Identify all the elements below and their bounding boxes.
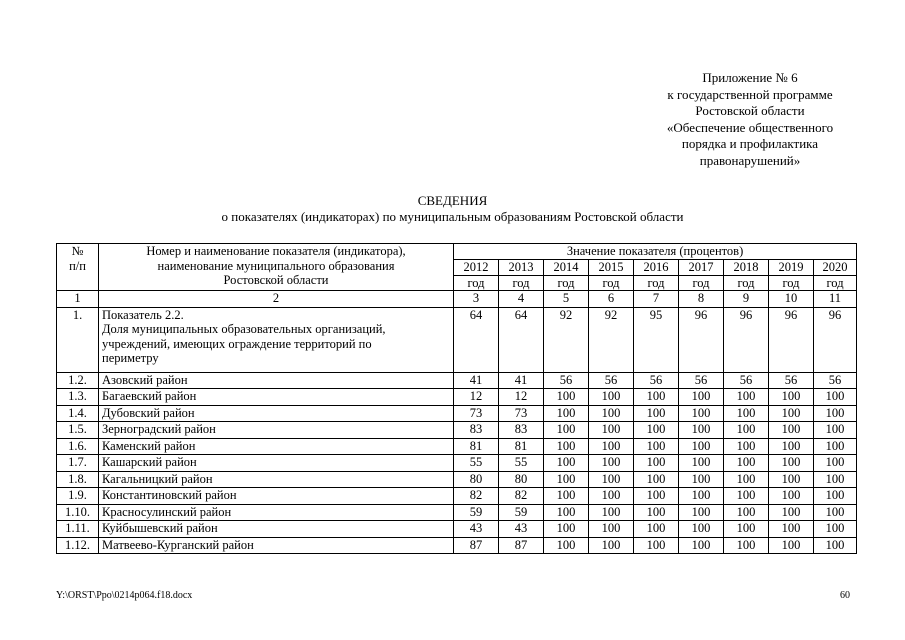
appendix-line: правонарушений» bbox=[699, 152, 801, 168]
indicator-name-line: Показатель 2.2. bbox=[102, 307, 184, 322]
row-number: 1.7. bbox=[57, 455, 99, 472]
year-header-cell bbox=[454, 260, 499, 291]
district-name: Кашарский район bbox=[99, 455, 454, 472]
year-suffix: год bbox=[647, 275, 665, 290]
value-cell: 100 bbox=[544, 504, 589, 521]
value-cell: 100 bbox=[544, 389, 589, 406]
value-cell: 83 bbox=[499, 422, 544, 439]
value-cell: 56 bbox=[814, 372, 857, 389]
column-index-cell: 11 bbox=[814, 291, 857, 308]
value-cell: 100 bbox=[724, 389, 769, 406]
row-number: 1.11. bbox=[57, 521, 99, 538]
value-cell: 100 bbox=[634, 422, 679, 439]
year-header-cell bbox=[724, 260, 769, 291]
value-cell: 100 bbox=[814, 504, 857, 521]
value-cell: 100 bbox=[544, 405, 589, 422]
value-cell: 100 bbox=[544, 455, 589, 472]
value-cell: 55 bbox=[499, 455, 544, 472]
num-header-line: № bbox=[71, 244, 84, 258]
table-row bbox=[57, 488, 857, 505]
value-cell: 100 bbox=[724, 504, 769, 521]
document-subtitle: о показателях (индикаторах) по муниципальным образованиям Ростовской области bbox=[221, 209, 684, 224]
year-suffix: год bbox=[557, 275, 575, 290]
appendix-line: Приложение № 6 bbox=[702, 70, 798, 85]
value-cell: 100 bbox=[634, 504, 679, 521]
district-name: Кагальницкий район bbox=[99, 471, 454, 488]
column-index-cell: 1 bbox=[57, 291, 99, 308]
indicators-table bbox=[56, 243, 857, 554]
value-cell: 96 bbox=[814, 307, 857, 372]
row-number: 1.10. bbox=[57, 504, 99, 521]
value-cell: 83 bbox=[454, 422, 499, 439]
year-label: 2019 bbox=[769, 260, 813, 276]
name-header-line: Номер и наименование показателя (индикатора), bbox=[146, 244, 406, 258]
year-header-cell bbox=[634, 260, 679, 291]
column-index-cell: 9 bbox=[724, 291, 769, 308]
value-cell: 100 bbox=[814, 537, 857, 554]
value-cell: 100 bbox=[679, 521, 724, 538]
values-column-header: Значение показателя (процентов) bbox=[454, 244, 857, 260]
footer-page-number: 60 bbox=[840, 590, 850, 601]
value-cell: 100 bbox=[769, 438, 814, 455]
district-name: Матвеево-Курганский район bbox=[99, 537, 454, 554]
value-cell: 100 bbox=[634, 455, 679, 472]
value-cell: 12 bbox=[454, 389, 499, 406]
value-cell: 92 bbox=[589, 307, 634, 372]
num-header-line: п/п bbox=[69, 258, 86, 273]
year-label: 2020 bbox=[814, 260, 856, 276]
value-cell: 43 bbox=[499, 521, 544, 538]
year-label: 2015 bbox=[589, 260, 633, 276]
table-row bbox=[57, 537, 857, 554]
value-cell: 64 bbox=[454, 307, 499, 372]
value-cell: 41 bbox=[454, 372, 499, 389]
value-cell: 100 bbox=[589, 488, 634, 505]
value-cell: 100 bbox=[724, 455, 769, 472]
year-header-cell bbox=[589, 260, 634, 291]
value-cell: 100 bbox=[544, 471, 589, 488]
value-cell: 100 bbox=[544, 438, 589, 455]
value-cell: 87 bbox=[454, 537, 499, 554]
table-row bbox=[57, 471, 857, 488]
table-row bbox=[57, 372, 857, 389]
value-cell: 81 bbox=[454, 438, 499, 455]
value-cell: 100 bbox=[724, 438, 769, 455]
value-cell: 56 bbox=[634, 372, 679, 389]
column-index-cell: 8 bbox=[679, 291, 724, 308]
value-cell: 100 bbox=[679, 405, 724, 422]
value-cell: 87 bbox=[499, 537, 544, 554]
indicator-name-line: Доля муниципальных образовательных организаций, bbox=[102, 322, 386, 336]
table-row bbox=[57, 389, 857, 406]
value-cell: 100 bbox=[769, 521, 814, 538]
num-column-header bbox=[57, 244, 99, 291]
value-cell: 100 bbox=[679, 537, 724, 554]
indicator-row bbox=[57, 307, 857, 372]
value-cell: 100 bbox=[769, 422, 814, 439]
value-cell: 100 bbox=[769, 504, 814, 521]
value-cell: 100 bbox=[589, 521, 634, 538]
value-cell: 100 bbox=[814, 405, 857, 422]
value-cell: 100 bbox=[814, 488, 857, 505]
value-cell: 100 bbox=[634, 537, 679, 554]
year-header-cell bbox=[679, 260, 724, 291]
value-cell: 100 bbox=[634, 438, 679, 455]
value-cell: 59 bbox=[499, 504, 544, 521]
column-index-cell: 2 bbox=[99, 291, 454, 308]
value-cell: 100 bbox=[544, 521, 589, 538]
value-cell: 100 bbox=[724, 471, 769, 488]
value-cell: 92 bbox=[544, 307, 589, 372]
value-cell: 100 bbox=[589, 471, 634, 488]
row-number: 1.6. bbox=[57, 438, 99, 455]
appendix-line: Ростовской области bbox=[695, 103, 805, 118]
name-header-line: Ростовской области bbox=[223, 273, 329, 287]
value-cell: 43 bbox=[454, 521, 499, 538]
value-cell: 56 bbox=[544, 372, 589, 389]
value-cell: 100 bbox=[769, 488, 814, 505]
value-cell: 100 bbox=[679, 488, 724, 505]
value-cell: 12 bbox=[499, 389, 544, 406]
row-number: 1.9. bbox=[57, 488, 99, 505]
value-cell: 73 bbox=[499, 405, 544, 422]
table-row bbox=[57, 438, 857, 455]
value-cell: 81 bbox=[499, 438, 544, 455]
value-cell: 100 bbox=[724, 405, 769, 422]
year-suffix: год bbox=[737, 275, 755, 290]
value-cell: 100 bbox=[724, 422, 769, 439]
value-cell: 100 bbox=[589, 405, 634, 422]
value-cell: 82 bbox=[499, 488, 544, 505]
year-header-cell bbox=[499, 260, 544, 291]
appendix-line: к государственной программе bbox=[667, 86, 833, 102]
year-suffix: год bbox=[602, 275, 620, 290]
value-cell: 100 bbox=[589, 455, 634, 472]
value-cell: 100 bbox=[679, 422, 724, 439]
appendix-line: «Обеспечение общественного bbox=[666, 119, 834, 135]
value-cell: 96 bbox=[679, 307, 724, 372]
appendix-line: порядка и профилактика bbox=[681, 136, 819, 151]
value-cell: 100 bbox=[679, 504, 724, 521]
table-row bbox=[57, 504, 857, 521]
year-header-cell bbox=[544, 260, 589, 291]
name-column-header bbox=[99, 244, 454, 291]
year-label: 2012 bbox=[454, 260, 498, 276]
value-cell: 100 bbox=[814, 422, 857, 439]
year-suffix: год bbox=[826, 275, 844, 290]
district-name: Куйбышевский район bbox=[99, 521, 454, 538]
indicator-name bbox=[99, 307, 454, 372]
district-name: Каменский район bbox=[99, 438, 454, 455]
row-number: 1.4. bbox=[57, 405, 99, 422]
value-cell: 56 bbox=[679, 372, 724, 389]
district-name: Красносулинский район bbox=[99, 504, 454, 521]
appendix-block bbox=[600, 70, 900, 169]
row-number: 1.3. bbox=[57, 389, 99, 406]
name-header-line: наименование муниципального образования bbox=[157, 258, 395, 273]
value-cell: 56 bbox=[724, 372, 769, 389]
column-index-cell: 6 bbox=[589, 291, 634, 308]
table-header-row bbox=[57, 244, 857, 260]
value-cell: 100 bbox=[769, 405, 814, 422]
value-cell: 100 bbox=[814, 471, 857, 488]
value-cell: 56 bbox=[589, 372, 634, 389]
column-index-cell: 7 bbox=[634, 291, 679, 308]
value-cell: 100 bbox=[589, 438, 634, 455]
table-row bbox=[57, 521, 857, 538]
document-title: СВЕДЕНИЯ bbox=[417, 193, 488, 208]
value-cell: 100 bbox=[814, 455, 857, 472]
value-cell: 100 bbox=[724, 537, 769, 554]
year-suffix: год bbox=[692, 275, 710, 290]
value-cell: 100 bbox=[634, 471, 679, 488]
column-index-row bbox=[57, 291, 857, 308]
value-cell: 100 bbox=[634, 521, 679, 538]
value-cell: 100 bbox=[814, 389, 857, 406]
value-cell: 100 bbox=[769, 455, 814, 472]
value-cell: 100 bbox=[634, 405, 679, 422]
value-cell: 95 bbox=[634, 307, 679, 372]
table-row bbox=[57, 422, 857, 439]
value-cell: 100 bbox=[679, 455, 724, 472]
indicator-name-line: периметру bbox=[102, 351, 159, 365]
value-cell: 100 bbox=[544, 422, 589, 439]
year-suffix: год bbox=[512, 275, 530, 290]
value-cell: 96 bbox=[724, 307, 769, 372]
indicator-name-line: учреждений, имеющих ограждение территорий по bbox=[102, 336, 372, 351]
row-number: 1.5. bbox=[57, 422, 99, 439]
value-cell: 100 bbox=[544, 488, 589, 505]
value-cell: 100 bbox=[634, 488, 679, 505]
row-number: 1.8. bbox=[57, 471, 99, 488]
year-label: 2017 bbox=[679, 260, 723, 276]
table-row bbox=[57, 455, 857, 472]
year-header-cell bbox=[814, 260, 857, 291]
year-label: 2014 bbox=[544, 260, 588, 276]
row-number: 1. bbox=[57, 307, 99, 372]
column-index-cell: 5 bbox=[544, 291, 589, 308]
table-row bbox=[57, 405, 857, 422]
year-label: 2018 bbox=[724, 260, 768, 276]
value-cell: 100 bbox=[679, 389, 724, 406]
value-cell: 96 bbox=[769, 307, 814, 372]
value-cell: 64 bbox=[499, 307, 544, 372]
value-cell: 100 bbox=[544, 537, 589, 554]
value-cell: 82 bbox=[454, 488, 499, 505]
value-cell: 80 bbox=[454, 471, 499, 488]
row-number: 1.2. bbox=[57, 372, 99, 389]
value-cell: 100 bbox=[634, 389, 679, 406]
district-name: Зерноградский район bbox=[99, 422, 454, 439]
year-suffix: год bbox=[467, 275, 485, 290]
column-index-cell: 3 bbox=[454, 291, 499, 308]
value-cell: 59 bbox=[454, 504, 499, 521]
value-cell: 100 bbox=[814, 438, 857, 455]
value-cell: 100 bbox=[679, 471, 724, 488]
column-index-cell: 4 bbox=[499, 291, 544, 308]
column-index-cell: 10 bbox=[769, 291, 814, 308]
year-label: 2013 bbox=[499, 260, 543, 276]
district-name: Багаевский район bbox=[99, 389, 454, 406]
value-cell: 41 bbox=[499, 372, 544, 389]
year-label: 2016 bbox=[634, 260, 678, 276]
year-header-cell bbox=[769, 260, 814, 291]
value-cell: 100 bbox=[724, 488, 769, 505]
value-cell: 100 bbox=[589, 389, 634, 406]
value-cell: 100 bbox=[814, 521, 857, 538]
footer-file-path: Y:\ORST\Ppo\0214p064.f18.docx bbox=[56, 590, 193, 601]
value-cell: 80 bbox=[499, 471, 544, 488]
row-number: 1.12. bbox=[57, 537, 99, 554]
value-cell: 100 bbox=[769, 389, 814, 406]
value-cell: 55 bbox=[454, 455, 499, 472]
year-suffix: год bbox=[782, 275, 800, 290]
value-cell: 56 bbox=[769, 372, 814, 389]
value-cell: 100 bbox=[724, 521, 769, 538]
value-cell: 100 bbox=[679, 438, 724, 455]
value-cell: 100 bbox=[589, 504, 634, 521]
district-name: Константиновский район bbox=[99, 488, 454, 505]
value-cell: 100 bbox=[589, 537, 634, 554]
value-cell: 100 bbox=[589, 422, 634, 439]
district-name: Дубовский район bbox=[99, 405, 454, 422]
value-cell: 100 bbox=[769, 537, 814, 554]
value-cell: 73 bbox=[454, 405, 499, 422]
district-name: Азовский район bbox=[99, 372, 454, 389]
value-cell: 100 bbox=[769, 471, 814, 488]
